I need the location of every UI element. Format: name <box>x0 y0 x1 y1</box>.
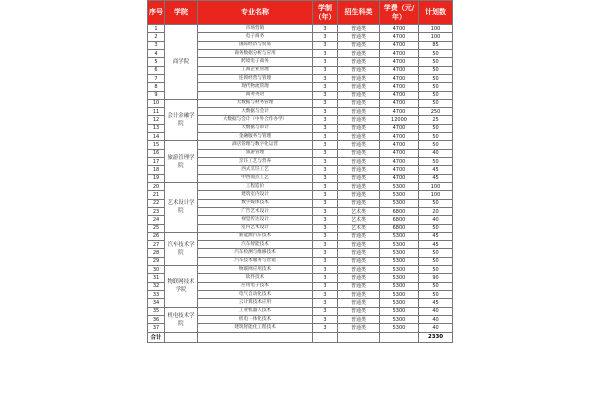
major-cell: 市场营销 <box>198 25 313 33</box>
major-cell: 烹饪工艺与营养 <box>198 158 313 166</box>
major-cell: 电子商务 <box>198 33 313 41</box>
fee-cell: 5300 <box>380 199 419 207</box>
plan-cell: 45 <box>419 241 453 249</box>
major-cell: 酒店管理与数字化运营 <box>198 141 313 149</box>
years-cell: 3 <box>313 58 338 66</box>
years-cell: 3 <box>313 41 338 49</box>
header-years: 学制（年） <box>313 1 338 25</box>
years-cell: 3 <box>313 224 338 232</box>
seq-cell: 9 <box>148 91 165 99</box>
plan-cell: 45 <box>419 232 453 240</box>
fee-cell: 5300 <box>380 232 419 240</box>
table-row <box>148 25 453 33</box>
seq-cell: 1 <box>148 25 165 33</box>
fee-cell: 5300 <box>380 241 419 249</box>
category-cell: 普通类 <box>338 158 380 166</box>
fee-cell: 5300 <box>380 307 419 315</box>
plan-cell: 50 <box>419 199 453 207</box>
years-cell: 3 <box>313 174 338 182</box>
years-cell: 3 <box>313 257 338 265</box>
table-row <box>148 307 453 315</box>
fee-cell: 4700 <box>380 158 419 166</box>
category-cell: 普通类 <box>338 141 380 149</box>
total-value: 2330 <box>419 332 453 342</box>
plan-cell: 50 <box>419 141 453 149</box>
seq-cell: 12 <box>148 116 165 124</box>
table-row <box>148 232 453 240</box>
total-empty-cell <box>380 332 419 342</box>
plan-cell: 50 <box>419 124 453 132</box>
years-cell: 3 <box>313 83 338 91</box>
seq-cell: 14 <box>148 133 165 141</box>
major-cell: 机电一体化技术 <box>198 315 313 323</box>
plan-cell: 50 <box>419 83 453 91</box>
fee-cell: 5300 <box>380 266 419 274</box>
fee-cell: 4700 <box>380 33 419 41</box>
seq-cell: 37 <box>148 324 165 332</box>
plan-cell: 50 <box>419 74 453 82</box>
years-cell: 3 <box>313 266 338 274</box>
major-cell: 现代物流管理 <box>198 83 313 91</box>
category-cell: 普通类 <box>338 83 380 91</box>
seq-cell: 22 <box>148 199 165 207</box>
fee-cell: 4700 <box>380 133 419 141</box>
fee-cell: 4700 <box>380 41 419 49</box>
total-empty-cell <box>198 332 313 342</box>
fee-cell: 4700 <box>380 108 419 116</box>
major-cell: 工商企业管理 <box>198 66 313 74</box>
seq-cell: 35 <box>148 307 165 315</box>
major-cell: 国际经济与贸易 <box>198 41 313 49</box>
seq-cell: 6 <box>148 66 165 74</box>
fee-cell: 4700 <box>380 174 419 182</box>
major-cell: 西式烹饪工艺 <box>198 166 313 174</box>
plan-cell: 25 <box>419 116 453 124</box>
category-cell: 普通类 <box>338 266 380 274</box>
seq-cell: 10 <box>148 99 165 107</box>
seq-cell: 19 <box>148 174 165 182</box>
years-cell: 3 <box>313 282 338 290</box>
seq-cell: 32 <box>148 282 165 290</box>
category-cell: 艺术类 <box>338 216 380 224</box>
category-cell: 普通类 <box>338 291 380 299</box>
major-cell: 电气自动化技术 <box>198 291 313 299</box>
plan-cell: 85 <box>419 41 453 49</box>
major-cell: 旅游管理 <box>198 149 313 157</box>
years-cell: 3 <box>313 315 338 323</box>
seq-cell: 23 <box>148 207 165 215</box>
seq-cell: 25 <box>148 224 165 232</box>
years-cell: 3 <box>313 141 338 149</box>
major-cell: 云计算技术应用 <box>198 299 313 307</box>
table-row <box>148 266 453 274</box>
major-cell: 视觉传达设计 <box>198 216 313 224</box>
fee-cell: 4700 <box>380 99 419 107</box>
fee-cell: 6800 <box>380 207 419 215</box>
fee-cell: 4700 <box>380 74 419 82</box>
fee-cell: 4700 <box>380 91 419 99</box>
years-cell: 3 <box>313 74 338 82</box>
category-cell: 普通类 <box>338 257 380 265</box>
fee-cell: 5300 <box>380 274 419 282</box>
seq-cell: 4 <box>148 49 165 57</box>
seq-cell: 11 <box>148 108 165 116</box>
seq-cell: 34 <box>148 299 165 307</box>
years-cell: 3 <box>313 116 338 124</box>
fee-cell: 5300 <box>380 249 419 257</box>
fee-cell: 4700 <box>380 58 419 66</box>
fee-cell: 4700 <box>380 25 419 33</box>
plan-cell: 50 <box>419 257 453 265</box>
major-cell: 大数据与财务管理 <box>198 99 313 107</box>
major-cell: 建筑室内设计 <box>198 191 313 199</box>
college-cell: 旅游管理学院 <box>165 141 198 183</box>
plan-cell: 100 <box>419 33 453 41</box>
years-cell: 3 <box>313 124 338 132</box>
fee-cell: 12000 <box>380 116 419 124</box>
plan-cell: 50 <box>419 224 453 232</box>
category-cell: 普通类 <box>338 33 380 41</box>
years-cell: 3 <box>313 191 338 199</box>
category-cell: 普通类 <box>338 99 380 107</box>
plan-cell: 50 <box>419 266 453 274</box>
plan-cell: 50 <box>419 66 453 74</box>
plan-cell: 100 <box>419 191 453 199</box>
fee-cell: 5300 <box>380 315 419 323</box>
seq-cell: 3 <box>148 41 165 49</box>
seq-cell: 5 <box>148 58 165 66</box>
table-row <box>148 99 453 107</box>
plan-cell: 100 <box>419 182 453 190</box>
total-empty-cell <box>165 332 198 342</box>
category-cell: 普通类 <box>338 149 380 157</box>
major-cell: 连锁经营与管理 <box>198 74 313 82</box>
years-cell: 3 <box>313 274 338 282</box>
seq-cell: 21 <box>148 191 165 199</box>
plan-cell: 40 <box>419 149 453 157</box>
years-cell: 3 <box>313 25 338 33</box>
plan-cell: 50 <box>419 99 453 107</box>
years-cell: 3 <box>313 158 338 166</box>
major-cell: 软件技术 <box>198 274 313 282</box>
major-cell: 金融服务与管理 <box>198 133 313 141</box>
plan-cell: 50 <box>419 282 453 290</box>
seq-cell: 13 <box>148 124 165 132</box>
fee-cell: 4700 <box>380 66 419 74</box>
seq-cell: 7 <box>148 74 165 82</box>
category-cell: 普通类 <box>338 315 380 323</box>
plan-cell: 50 <box>419 58 453 66</box>
category-cell: 普通类 <box>338 241 380 249</box>
major-cell: 跨境电子商务 <box>198 58 313 66</box>
category-cell: 普通类 <box>338 182 380 190</box>
table-row <box>148 182 453 190</box>
seq-cell: 28 <box>148 249 165 257</box>
category-cell: 普通类 <box>338 91 380 99</box>
years-cell: 3 <box>313 133 338 141</box>
plan-cell: 50 <box>419 49 453 57</box>
enrollment-plan-sheet <box>147 0 452 400</box>
years-cell: 3 <box>313 307 338 315</box>
table-body <box>148 25 453 333</box>
years-cell: 3 <box>313 99 338 107</box>
years-cell: 3 <box>313 232 338 240</box>
category-cell: 普通类 <box>338 25 380 33</box>
major-cell: 数字媒体技术 <box>198 199 313 207</box>
years-cell: 3 <box>313 91 338 99</box>
years-cell: 3 <box>313 299 338 307</box>
fee-cell: 5300 <box>380 182 419 190</box>
plan-cell: 45 <box>419 299 453 307</box>
table-row <box>148 141 453 149</box>
header-fee: 学费（元/年） <box>380 1 419 25</box>
major-cell: 广告艺术设计 <box>198 207 313 215</box>
seq-cell: 17 <box>148 158 165 166</box>
fee-cell: 6800 <box>380 216 419 224</box>
category-cell: 普通类 <box>338 274 380 282</box>
years-cell: 3 <box>313 49 338 57</box>
years-cell: 3 <box>313 108 338 116</box>
category-cell: 普通类 <box>338 199 380 207</box>
seq-cell: 15 <box>148 141 165 149</box>
seq-cell: 36 <box>148 315 165 323</box>
years-cell: 3 <box>313 249 338 257</box>
header-college: 学院 <box>165 1 198 25</box>
total-empty-cell <box>313 332 338 342</box>
header-seq: 序号 <box>148 1 165 25</box>
plan-cell: 50 <box>419 91 453 99</box>
major-cell: 商务数据分析与应用 <box>198 49 313 57</box>
category-cell: 普通类 <box>338 49 380 57</box>
category-cell: 普通类 <box>338 41 380 49</box>
years-cell: 3 <box>313 182 338 190</box>
seq-cell: 27 <box>148 241 165 249</box>
years-cell: 3 <box>313 241 338 249</box>
major-cell: 室内艺术设计 <box>198 224 313 232</box>
major-cell: 汽车智能技术 <box>198 241 313 249</box>
years-cell: 3 <box>313 324 338 332</box>
seq-cell: 2 <box>148 33 165 41</box>
seq-cell: 30 <box>148 266 165 274</box>
fee-cell: 5300 <box>380 257 419 265</box>
seq-cell: 26 <box>148 232 165 240</box>
total-empty-cell <box>338 332 380 342</box>
header-row <box>148 1 453 25</box>
plan-cell: 45 <box>419 174 453 182</box>
category-cell: 普通类 <box>338 108 380 116</box>
plan-cell: 50 <box>419 291 453 299</box>
plan-cell: 250 <box>419 108 453 116</box>
category-cell: 普通类 <box>338 124 380 132</box>
enrollment-plan-table <box>147 0 453 343</box>
years-cell: 3 <box>313 216 338 224</box>
fee-cell: 6800 <box>380 224 419 232</box>
fee-cell: 4700 <box>380 166 419 174</box>
seq-cell: 24 <box>148 216 165 224</box>
major-cell: 大数据与会计 <box>198 108 313 116</box>
college-cell: 艺术设计学院 <box>165 182 198 232</box>
major-cell: 汽车技术服务与营销 <box>198 257 313 265</box>
seq-cell: 16 <box>148 149 165 157</box>
category-cell: 普通类 <box>338 166 380 174</box>
category-cell: 艺术类 <box>338 224 380 232</box>
college-cell: 汽车技术学院 <box>165 232 198 265</box>
plan-cell: 40 <box>419 216 453 224</box>
years-cell: 3 <box>313 207 338 215</box>
major-cell: 工业机器人技术 <box>198 307 313 315</box>
category-cell: 普通类 <box>338 232 380 240</box>
header-plan: 计划数 <box>419 1 453 25</box>
category-cell: 普通类 <box>338 307 380 315</box>
fee-cell: 4700 <box>380 141 419 149</box>
fee-cell: 5300 <box>380 282 419 290</box>
category-cell: 普通类 <box>338 282 380 290</box>
fee-cell: 4700 <box>380 83 419 91</box>
plan-cell: 20 <box>419 207 453 215</box>
plan-cell: 40 <box>419 307 453 315</box>
category-cell: 普通类 <box>338 324 380 332</box>
plan-cell: 40 <box>419 315 453 323</box>
years-cell: 3 <box>313 66 338 74</box>
total-label: 合计 <box>148 332 165 342</box>
fee-cell: 5300 <box>380 299 419 307</box>
category-cell: 普通类 <box>338 116 380 124</box>
fee-cell: 5300 <box>380 324 419 332</box>
major-cell: 工程造价 <box>198 182 313 190</box>
major-cell: 中西面点工艺 <box>198 174 313 182</box>
college-cell: 机电技术学院 <box>165 307 198 332</box>
fee-cell: 4700 <box>380 49 419 57</box>
years-cell: 3 <box>313 149 338 157</box>
fee-cell: 5300 <box>380 191 419 199</box>
fee-cell: 4700 <box>380 149 419 157</box>
category-cell: 普通类 <box>338 66 380 74</box>
years-cell: 3 <box>313 166 338 174</box>
category-cell: 普通类 <box>338 174 380 182</box>
plan-cell: 40 <box>419 324 453 332</box>
years-cell: 3 <box>313 199 338 207</box>
header-category: 招生科类 <box>338 1 380 25</box>
fee-cell: 5300 <box>380 291 419 299</box>
category-cell: 普通类 <box>338 191 380 199</box>
total-row <box>148 332 453 342</box>
seq-cell: 8 <box>148 83 165 91</box>
seq-cell: 20 <box>148 182 165 190</box>
plan-cell: 90 <box>419 274 453 282</box>
major-cell: 大数据与会计（中外合作办学） <box>198 116 313 124</box>
seq-cell: 31 <box>148 274 165 282</box>
plan-cell: 50 <box>419 249 453 257</box>
category-cell: 普通类 <box>338 58 380 66</box>
college-cell: 物联网技术学院 <box>165 266 198 308</box>
seq-cell: 18 <box>148 166 165 174</box>
plan-cell: 100 <box>419 25 453 33</box>
category-cell: 普通类 <box>338 133 380 141</box>
major-cell: 建筑智能化工程技术 <box>198 324 313 332</box>
plan-cell: 50 <box>419 158 453 166</box>
fee-cell: 4700 <box>380 124 419 132</box>
major-cell: 商务英语 <box>198 91 313 99</box>
years-cell: 3 <box>313 33 338 41</box>
category-cell: 普通类 <box>338 299 380 307</box>
years-cell: 3 <box>313 291 338 299</box>
plan-cell: 50 <box>419 133 453 141</box>
category-cell: 艺术类 <box>338 207 380 215</box>
seq-cell: 29 <box>148 257 165 265</box>
major-cell: 物联网应用技术 <box>198 266 313 274</box>
college-cell: 商学院 <box>165 25 198 100</box>
major-cell: 新能源汽车技术 <box>198 232 313 240</box>
major-cell: 大数据与审计 <box>198 124 313 132</box>
major-cell: 应用电子技术 <box>198 282 313 290</box>
major-cell: 汽车检测与维修技术 <box>198 249 313 257</box>
category-cell: 普通类 <box>338 74 380 82</box>
seq-cell: 33 <box>148 291 165 299</box>
college-cell: 会计金融学院 <box>165 99 198 141</box>
plan-cell: 45 <box>419 166 453 174</box>
category-cell: 普通类 <box>338 249 380 257</box>
header-major: 专业名称 <box>198 1 313 25</box>
